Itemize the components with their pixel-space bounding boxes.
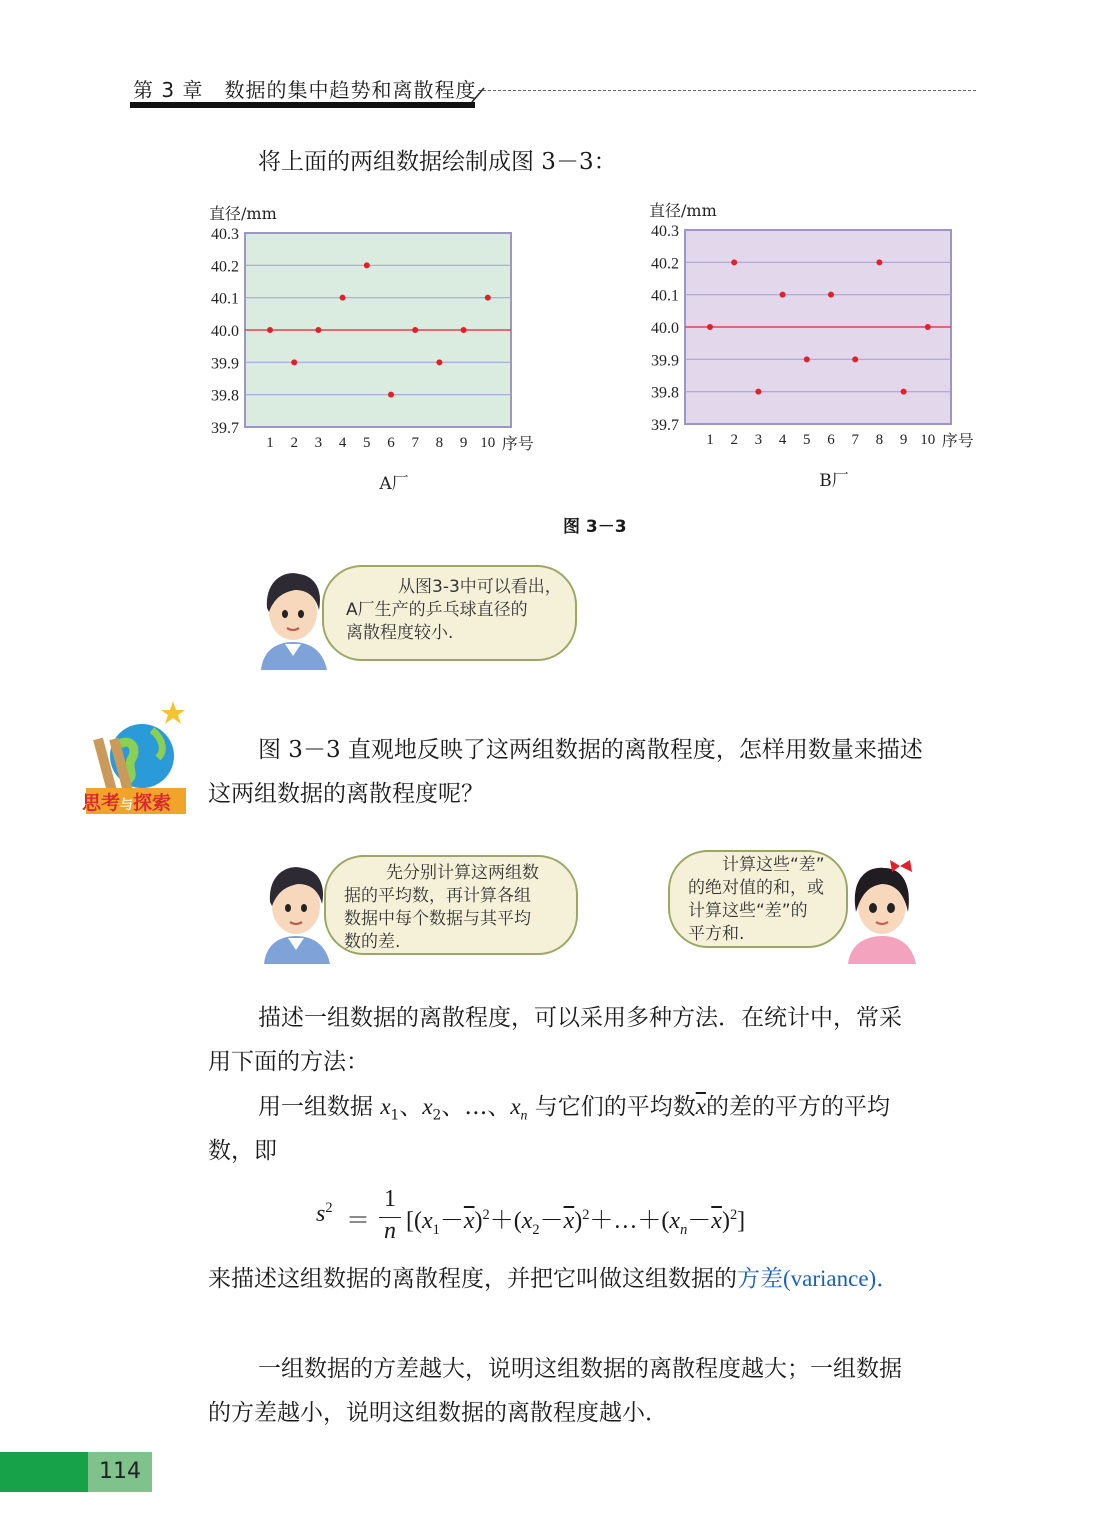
chart-b <box>635 192 995 502</box>
chart-a-x-tick-label: 10 <box>480 435 496 451</box>
chart-b-data-point <box>707 324 713 330</box>
explore-badge-text3: 探索 <box>133 792 172 814</box>
chart-b-x-tick-label: 6 <box>827 432 835 448</box>
chart-a-y-axis-label: 直径/mm <box>209 204 277 223</box>
bubble2-line1: 先分别计算这两组数 <box>386 863 539 883</box>
chart-a-y-tick-label: 40.3 <box>211 226 239 243</box>
chart-b-y-tick-label: 40.3 <box>651 223 679 240</box>
header-slash <box>470 84 486 104</box>
explore-para-line2: 这两组数据的离散程度呢？ <box>208 781 484 807</box>
chart-a-x-tick-label: 7 <box>411 435 419 451</box>
chart-b-y-tick-label: 39.8 <box>651 384 679 402</box>
chart-a-x-tick-label: 1 <box>266 435 274 451</box>
chart-b-data-point <box>804 356 810 362</box>
bubble1-line1: 从图3-3中可以看出， <box>398 577 562 597</box>
chart-a-chart-title: A厂 <box>379 474 409 494</box>
chart-a-x-tick-label: 5 <box>363 435 371 451</box>
explore-badge-text <box>82 788 171 815</box>
chart-a-data-point <box>267 327 273 333</box>
speech-bubble-3 <box>668 850 848 948</box>
chart-a-y-tick-label: 40.1 <box>211 290 239 308</box>
chart-b-x-tick-label: 9 <box>899 432 908 448</box>
chart-a-data-point <box>340 295 346 301</box>
chart-a-x-tick-label: 2 <box>290 435 298 451</box>
chart-b-data-point <box>828 292 834 298</box>
speech-bubble-2 <box>324 855 578 955</box>
chart-b-x-axis-label: 序号 <box>941 431 974 450</box>
bubble3-line3: 计算这些“差”的 <box>688 901 808 921</box>
explore-badge-text2: 与 <box>120 798 134 813</box>
speech-bubble-1 <box>322 565 577 661</box>
chart-a-x-tick-label: 9 <box>459 435 468 451</box>
para4-line1: 一组数据的方差越大，说明这组数据的离散程度越大；一组数据 <box>258 1356 902 1382</box>
term-variance-en: (variance)． <box>783 1266 900 1291</box>
para3-a: 来描述这组数据的离散程度，并把它叫做这组数据的 <box>208 1266 737 1292</box>
chart-b-x-tick-label: 4 <box>778 432 787 448</box>
term-variance: 方差 <box>737 1266 783 1292</box>
chart-b-x-tick-label: 1 <box>706 432 714 448</box>
explore-para-line1: 图 3－3 直观地反映了这两组数据的离散程度，怎样用数量来描述 <box>258 737 923 763</box>
chart-b-data-point <box>780 292 786 298</box>
para2-b: 与它们的平均数 <box>527 1094 696 1120</box>
chart-a-x-tick-label: 8 <box>435 435 444 451</box>
chart-b-y-axis-label: 直径/mm <box>649 201 717 220</box>
chart-a-data-point <box>388 392 394 398</box>
chart-a-y-tick-label: 39.8 <box>211 387 239 405</box>
chart-b-y-tick-label: 40.1 <box>651 287 679 305</box>
chart-b-x-tick-label: 3 <box>754 432 763 448</box>
girl-avatar <box>840 858 924 964</box>
para2-line1: 用一组数据 $x_1$、$x_2$、…、$x_n$ 与它们的平均数$\overline{x}$的差的平方的平均 <box>258 1094 890 1124</box>
chart-b-y-tick-label: 40.0 <box>651 320 679 337</box>
chart-a-data-point <box>436 359 442 365</box>
chart-a-data-point <box>485 295 491 301</box>
page-number: 114 <box>99 1459 141 1484</box>
chart-a-data-point <box>461 327 467 333</box>
header-dash-line <box>478 90 976 91</box>
chapter-header: 第 3 章 数据的集中趋势和离散程度 <box>133 78 477 102</box>
bubble1-line3: 离散程度较小. <box>346 623 454 643</box>
chart-a-x-tick-label: 6 <box>387 435 395 451</box>
chart-a-data-point <box>364 262 370 268</box>
bubble1-line2: A厂生产的乒乓球直径的 <box>346 600 528 620</box>
header-underline <box>130 102 475 108</box>
chart-a-y-tick-label: 40.0 <box>211 323 239 340</box>
para1-line1: 描述一组数据的离散程度，可以采用多种方法．在统计中，常采 <box>258 1005 902 1031</box>
para2-line2: 数，即 <box>208 1138 277 1164</box>
chart-a-data-point <box>291 359 297 365</box>
chart-b-x-tick-label: 7 <box>851 432 859 448</box>
chart-b-x-tick-label: 10 <box>920 432 936 448</box>
para2-c: 的差的平方的平均 <box>705 1094 890 1120</box>
bubble3-line2: 的绝对值的和，或 <box>688 878 824 898</box>
chart-b-x-tick-label: 2 <box>730 432 738 448</box>
explore-badge-text1: 思考 <box>82 792 121 814</box>
chart-b-data-point <box>901 389 907 395</box>
chart-b-y-tick-label: 39.9 <box>651 352 679 370</box>
bubble3-line1: 计算这些“差” <box>722 855 825 875</box>
para3 <box>208 1257 899 1301</box>
bubble2-line2: 据的平均数，再计算各组 <box>344 886 531 906</box>
chart-a-data-point <box>412 327 418 333</box>
para1-line2: 用下面的方法： <box>208 1049 369 1075</box>
chart-a-y-tick-label: 40.2 <box>211 258 239 276</box>
chart-b-y-tick-label: 40.2 <box>651 255 679 273</box>
chart-b-data-point <box>852 356 858 362</box>
chart-b-chart-title: B厂 <box>819 471 849 491</box>
para2-a: 用一组数据 <box>258 1094 381 1120</box>
chart-a-y-tick-label: 39.9 <box>211 355 239 373</box>
boy-avatar-2 <box>258 860 334 964</box>
page-strip <box>0 1452 88 1492</box>
chart-b-x-tick-label: 8 <box>875 432 884 448</box>
bubble3-line4: 平方和. <box>688 924 745 944</box>
bubble2-line3: 数据中每个数据与其平均 <box>344 909 531 929</box>
chart-a-y-tick-label: 39.7 <box>211 420 239 437</box>
para4-line2: 的方差越小，说明这组数据的离散程度越小． <box>208 1400 668 1426</box>
chart-a-x-tick-label: 4 <box>338 435 347 451</box>
boy-avatar <box>255 566 331 670</box>
chart-a <box>195 195 555 505</box>
chart-b-data-point <box>755 389 761 395</box>
chart-b-x-tick-label: 5 <box>803 432 811 448</box>
chart-b-data-point <box>925 324 931 330</box>
chart-a-x-tick-label: 3 <box>314 435 323 451</box>
figure-caption: 图 3－3 <box>563 517 627 537</box>
chart-b-data-point <box>876 259 882 265</box>
chart-b-y-tick-label: 39.7 <box>651 417 679 434</box>
chart-a-data-point <box>315 327 321 333</box>
intro-text: 将上面的两组数据绘制成图 3－3： <box>258 149 617 175</box>
chart-b-data-point <box>731 259 737 265</box>
bubble2-line4: 数的差. <box>344 932 401 952</box>
chart-a-x-axis-label: 序号 <box>501 434 534 453</box>
